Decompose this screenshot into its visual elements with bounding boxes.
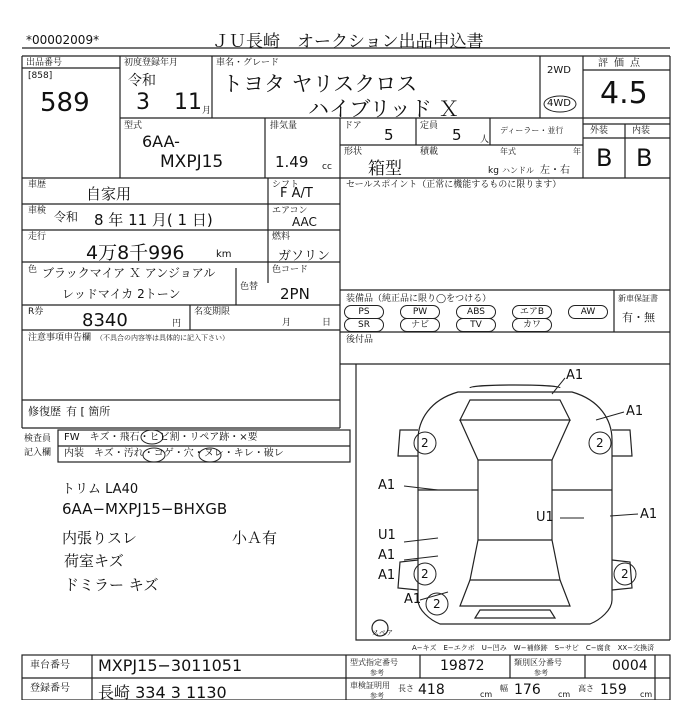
length-value: 418	[418, 682, 445, 698]
mileage-unit: km	[216, 249, 232, 260]
capacity-unit: 人	[480, 135, 490, 145]
first-reg-month-suffix: 月	[202, 106, 212, 116]
lot-code: [858]	[28, 71, 53, 81]
type-spec-value: 19872	[440, 658, 485, 674]
width-label: 幅	[500, 684, 508, 693]
equip-navi: ナビ	[400, 318, 440, 332]
mileage-value: 4万8千996	[86, 242, 185, 264]
handle-value: 左・右	[540, 165, 570, 176]
body-label: 形状	[344, 147, 363, 157]
interior-grade: B	[636, 144, 653, 172]
equip-tv: TV	[456, 318, 496, 332]
category-sub: 参考	[534, 669, 548, 677]
mark-front: A1	[566, 368, 584, 383]
note-model-code: 6AA−MXPJ15−BHXGB	[62, 500, 228, 518]
model-label: 型式	[124, 121, 143, 131]
doors-label: ドア	[344, 121, 362, 131]
inspector-label-1: 検査員	[24, 434, 52, 444]
recycle-value: 8340	[82, 310, 128, 331]
repair-label: 修復歴	[28, 405, 61, 418]
dims-label: 車検証明用	[350, 681, 390, 690]
serial-number: *00002009*	[26, 33, 100, 47]
fuel-value: ガソリン	[278, 249, 331, 264]
note-mirror-scratch: ドミラー キズ	[64, 576, 159, 594]
length-label: 長さ	[398, 684, 414, 693]
repair-value: 有 [ 箇所	[66, 405, 111, 418]
mark-left-front-door: A1	[378, 478, 396, 493]
chassis-label: 車台番号	[30, 660, 70, 671]
mark-wheel-fr: 2	[596, 436, 604, 450]
category-label: 類別区分番号	[514, 658, 562, 667]
note-cargo-scratch: 荷室キズ	[64, 552, 124, 570]
color-label: 色	[28, 265, 38, 275]
mark-wheel-rr: 2	[621, 567, 629, 581]
registration-label: 登録番号	[30, 683, 70, 694]
form-title: ＪＵ長崎 オークション出品申込書	[212, 32, 484, 52]
car-name-line1: トヨタ ヤリスクロス	[222, 72, 418, 96]
fuel-label: 燃料	[272, 232, 291, 242]
mark-rear-panel: 2	[433, 597, 441, 611]
chassis-value: MXPJ15−3011051	[98, 656, 243, 675]
doors-value: 5	[384, 126, 394, 144]
usage-label: 車歴	[28, 180, 47, 190]
mark-front-right: A1	[626, 404, 644, 419]
car-name-line2: ハイブリッド Ｘ	[308, 97, 460, 121]
mark-wheel-rl: 2	[421, 567, 429, 581]
inspector-row-interior: 内装 キズ・汚れ・コゲ・穴・ヌレ・キレ・破レ	[64, 448, 284, 459]
equip-airbag: エアB	[512, 305, 552, 319]
equip-aw: AW	[568, 305, 608, 319]
dealer-year-unit: 年	[573, 147, 581, 156]
shift-value: F A/T	[280, 186, 313, 201]
name-label: 車名・グレード	[216, 58, 280, 68]
transfer-label: 名変期限	[194, 307, 231, 317]
mark-roof-u1: U1	[536, 510, 554, 525]
first-reg-year: 3	[136, 90, 150, 115]
body-value: 箱型	[368, 159, 402, 179]
selling-points-label: セールスポイント（正常に機能するものに限ります）	[346, 180, 562, 190]
handle-label: ハンドル	[502, 166, 534, 175]
equip-pw: PW	[400, 305, 440, 319]
exterior-label: 外装	[590, 126, 609, 136]
equipment-label: 装備品（純正品に限り◯をつける）	[346, 294, 492, 304]
repaint-label: 色替	[240, 282, 259, 292]
score-value: 4.5	[600, 76, 648, 111]
mark-rear-bumper: A1	[404, 592, 422, 607]
displacement-label: 排気量	[270, 121, 298, 131]
mileage-label: 走行	[28, 232, 47, 242]
height-label: 高さ	[578, 684, 594, 693]
type-spec-label: 型式指定番号	[350, 658, 398, 667]
height-unit: cm	[640, 690, 653, 699]
category-value: 0004	[612, 658, 648, 674]
new-warranty-label: 新車保証書	[618, 294, 658, 303]
mark-left-rear-door-u1: U1	[378, 528, 396, 543]
load-label: 積載	[420, 147, 439, 157]
equip-sr: SR	[344, 318, 384, 332]
interior-label: 内装	[632, 126, 651, 136]
inspector-row-fw: FW キズ・飛石・ヒビ割・リペア跡・×要	[64, 432, 258, 443]
color-code-value: 2PN	[280, 285, 310, 303]
height-value: 159	[600, 682, 627, 698]
drive-4wd: 4WD	[547, 98, 571, 109]
mark-right-side: A1	[640, 507, 658, 522]
equip-leather: カワ	[512, 318, 552, 332]
equip-abs: ABS	[456, 305, 496, 319]
color-line2: レッドマイカ 2トーン	[62, 287, 181, 301]
color-line1: ブラックマイア Ｘ アンジョアル	[42, 266, 216, 280]
mark-left-rear-door-a1: A1	[378, 548, 396, 563]
dealer-label: ディーラー・並行	[500, 126, 564, 135]
inspector-label-2: 記入欄	[24, 448, 52, 458]
spare-label: スペア	[372, 629, 393, 637]
capacity-label: 定員	[420, 121, 439, 131]
inspection-value: 8 年 11 月( 1 日)	[94, 211, 213, 229]
score-label: 評価点	[598, 58, 646, 69]
recycle-label: R券	[28, 307, 44, 317]
note-trim: トリム LA40	[62, 482, 139, 497]
length-unit: cm	[480, 690, 493, 699]
dims-sub: 参考	[370, 692, 384, 700]
new-warranty-value: 有・無	[622, 311, 655, 324]
transfer-month: 月	[282, 318, 292, 328]
first-reg-month: 11	[174, 90, 202, 115]
capacity-value: 5	[452, 126, 462, 144]
note-interior-wear: 内張りスレ	[62, 529, 138, 547]
lot-number: 589	[40, 88, 90, 118]
damage-legend: A−キズ E−エクボ U−凹み W−補修跡 S−サビ C−腐食 XX−交換済	[412, 644, 655, 652]
first-reg-era: 令和	[128, 73, 156, 89]
ac-label: エアコン	[272, 206, 308, 216]
width-value: 176	[514, 682, 541, 698]
drive-2wd: 2WD	[547, 65, 571, 76]
notes-label: 注意事項申告欄	[28, 333, 92, 343]
displacement-unit: cc	[322, 162, 332, 172]
inspection-era: 令和	[54, 210, 79, 224]
load-unit: kg	[488, 166, 499, 176]
equip-ps: PS	[344, 305, 384, 319]
model-line1: 6AA-	[142, 132, 180, 151]
dealer-year-label: 年式	[500, 147, 516, 156]
usage-value: 自家用	[86, 185, 132, 203]
type-spec-sub: 参考	[370, 669, 384, 677]
exterior-grade: B	[596, 144, 613, 172]
registration-value: 長崎 334 3 1130	[98, 683, 227, 702]
mark-wheel-fl: 2	[421, 436, 429, 450]
first-reg-label: 初度登録年月	[124, 58, 179, 68]
recycle-unit: 円	[172, 319, 182, 329]
transfer-day: 日	[322, 318, 332, 328]
inspection-label: 車検	[28, 206, 47, 216]
ac-value: AAC	[292, 215, 317, 229]
note-small-dent: 小Ａ有	[232, 529, 278, 547]
rear-items-label: 後付品	[346, 335, 374, 345]
notes-hint: （不具合の内容等は具体的に記入下さい）	[96, 334, 229, 342]
color-code-label: 色コード	[272, 265, 309, 275]
mark-left-rear-quarter: A1	[378, 568, 396, 583]
displacement-value: 1.49	[275, 153, 309, 171]
model-line2: MXPJ15	[160, 152, 224, 172]
lot-label: 出品番号	[26, 58, 63, 68]
shift-label: シフト	[272, 180, 300, 190]
width-unit: cm	[558, 690, 571, 699]
